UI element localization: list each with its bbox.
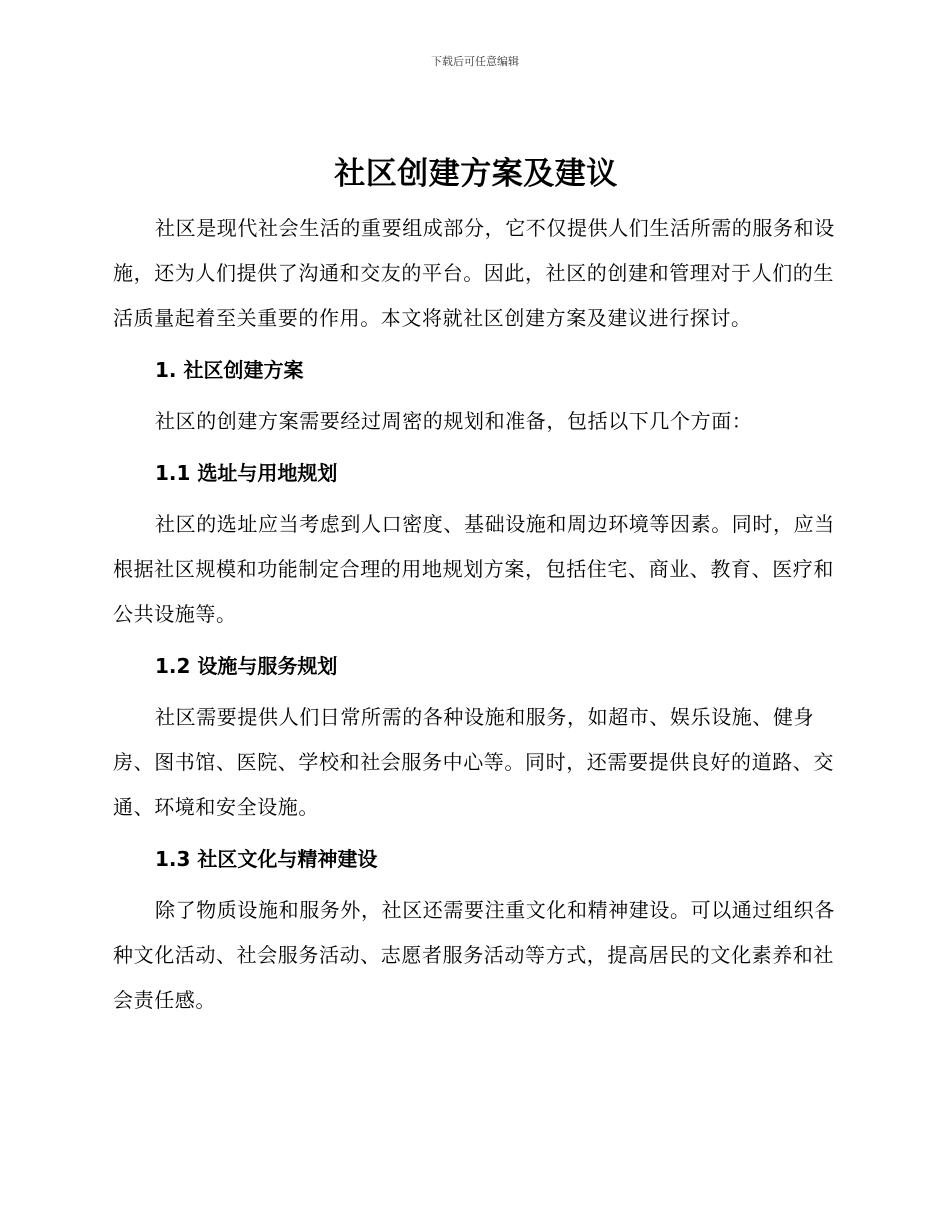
subsection-body-1-3: 除了物质设施和服务外，社区还需要注重文化和精神建设。可以通过组织各种文化活动、社会服务活动、志愿者服务活动等方式，提高居民的文化素养和社会责任感。 <box>113 898 835 1012</box>
page-header-note: 下载后可任意编辑 <box>431 55 519 68</box>
document-body <box>113 148 839 1023</box>
section-1-intro: 社区的创建方案需要经过周密的规划和准备，包括以下几个方面： <box>155 409 753 433</box>
intro-paragraph: 社区是现代社会生活的重要组成部分，它不仅提供人们生活所需的服务和设施，还为人们提供了沟通和交友的平台。因此，社区的创建和管理对于人们的生活质量起着至关重要的作用。本文将就社区创建方案及建议进行探讨。 <box>113 216 835 330</box>
subsection-body-1-1: 社区的选址应当考虑到人口密度、基础设施和周边环境等因素。同时，应当根据社区规模和功能制定合理的用地规划方案，包括住宅、商业、教育、医疗和公共设施等。 <box>113 512 835 626</box>
document-title: 社区创建方案及建议 <box>334 156 618 192</box>
subsection-body-1-2: 社区需要提供人们日常所需的各种设施和服务，如超市、娱乐设施、健身房、图书馆、医院、学校和社会服务中心等。同时，还需要提供良好的道路、交通、环境和安全设施。 <box>113 705 834 819</box>
section-heading-1: 1. 社区创建方案 <box>155 358 304 382</box>
subsection-heading-1-1: 1.1 选址与用地规划 <box>155 461 338 485</box>
subsection-heading-1-3: 1.3 社区文化与精神建设 <box>155 847 378 871</box>
subsection-heading-1-2: 1.2 设施与服务规划 <box>155 654 338 678</box>
